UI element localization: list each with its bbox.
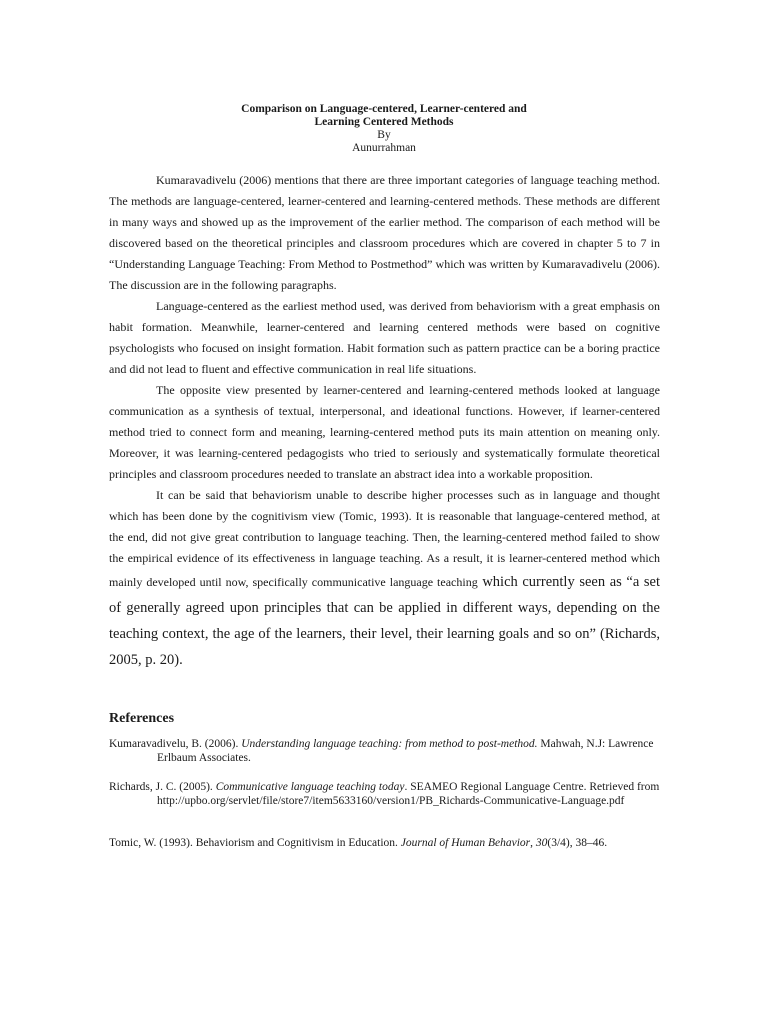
reference-item [109, 737, 669, 765]
reference-text: Richards, J. C. (2005). [109, 781, 216, 793]
byline: By [377, 129, 391, 141]
paragraph-4 [109, 485, 660, 673]
reference-title: Communicative language teaching today [215, 781, 405, 793]
references-heading: References [109, 711, 175, 726]
reference-title: Understanding language teaching: from method to post-method. [241, 738, 538, 750]
title-block [0, 103, 768, 155]
title-line-2: Learning Centered Methods [314, 116, 454, 128]
reference-volume: 30 [535, 837, 548, 849]
reference-text: . SEAMEO Regional Language Centre. Retrieved from http://upbo.org/servlet/file/store7/item5633160/version1/PB_Richards-Communicative-Language.pdf [157, 781, 660, 807]
paragraph-4-quote: which currently seen as “a set of generally agreed upon principles that can be applied in different ways, depending on the teaching context, the age of the learners, their level, their learning goals and so on” (Richards, 2005, p. 20). [109, 574, 660, 668]
reference-item [109, 836, 669, 850]
title-line-1: Comparison on Language-centered, Learner-centered and [241, 103, 527, 115]
reference-text: , [530, 837, 536, 849]
reference-title: Journal of Human Behavior [400, 837, 531, 849]
paragraph-2: Language-centered as the earliest method used, was derived from behaviorism with a great emphasis on habit formation. Meanwhile, learner-centered and learning centered methods were based on cognitive psychologists who focused on insight formation. Habit formation such as pattern practice can be a boring practice and did not lead to fluent and effective communication in real life situations. [109, 299, 660, 376]
reference-text: Kumaravadivelu, B. (2006). [109, 738, 242, 750]
author-name: Aunurrahman [352, 142, 416, 154]
reference-item [109, 780, 669, 808]
reference-text: (3/4), 38–46. [547, 837, 608, 849]
body-text [109, 170, 660, 673]
reference-text: Tomic, W. (1993). Behaviorism and Cognitivism in Education. [109, 837, 401, 849]
reference-text: Mahwah, N.J: Lawrence Erlbaum Associates. [157, 738, 654, 764]
paragraph-4-text: It can be said that behaviorism unable to describe higher processes such as in language and thought which has been done by the cognitivism view (Tomic, 1993). It is reasonable that language-centered method, at the end, did not give great contribution to language teaching. Then, the learning-centered method failed to show the empirical evidence of its effectiveness in language teaching. As a result, it is learner-centered method which mainly developed until now, specifically communicative language teaching [109, 488, 660, 589]
paragraph-1: Kumaravadivelu (2006) mentions that there are three important categories of language teaching method. The methods are language-centered, learner-centered and learning-centered methods. These methods are different in many ways and showed up as the improvement of the earlier method. The comparison of each method will be discovered based on the theoretical principles and classroom procedures which are covered in chapter 5 to 7 in “Understanding Language Teaching: From Method to Postmethod” which was written by Kumaravadivelu (2006). The discussion are in the following paragraphs. [109, 173, 660, 292]
paragraph-3: The opposite view presented by learner-centered and learning-centered methods looked at language communication as a synthesis of textual, interpersonal, and ideational functions. However, if learner-centered method tried to connect form and meaning, learning-centered method puts its main attention on meaning only. Moreover, it was learning-centered pedagogists who tried to seriously and systematically formulate theoretical principles and classroom procedures needed to translate an abstract idea into a workable proposition. [109, 383, 660, 481]
